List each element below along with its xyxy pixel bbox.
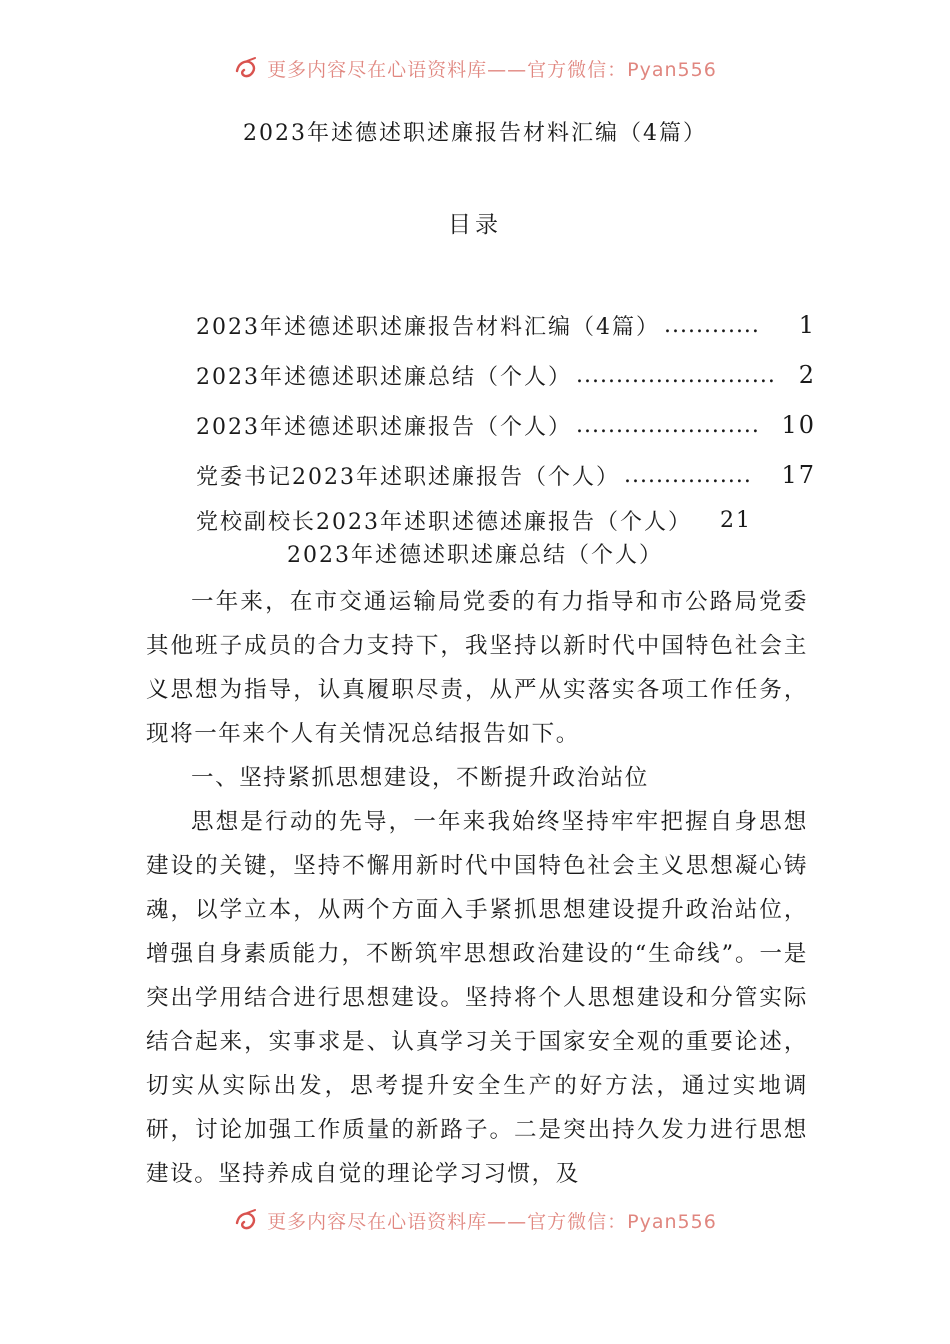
toc-page-number: 21 xyxy=(720,507,752,533)
toc-leader-dots: ............ xyxy=(664,312,760,338)
toc-item-4[interactable] xyxy=(196,450,816,500)
toc-item-5[interactable] xyxy=(196,500,816,540)
toc-item-title: 2023年述德述职述廉报告（个人） xyxy=(196,414,572,440)
toc-item-title: 党委书记2023年述职述廉报告（个人） xyxy=(196,464,620,490)
watermark-text: 更多内容尽在心语资料库——官方微信：Pyan556 xyxy=(267,1210,717,1233)
watermark-header xyxy=(0,48,950,88)
toc-item-title: 2023年述德述职述廉报告材料汇编（4篇） xyxy=(196,314,660,340)
toc-leader-dots: ....................... xyxy=(576,412,760,438)
watermark-logo-icon xyxy=(233,1207,259,1233)
toc-leader-dots: ................ xyxy=(624,462,752,488)
toc-leader-dots: ......................... xyxy=(576,362,776,388)
watermark-text: 更多内容尽在心语资料库——官方微信：Pyan556 xyxy=(267,58,717,81)
paragraph-heading-1: 一、坚持紧抓思想建设，不断提升政治站位 xyxy=(191,765,649,791)
watermark-footer xyxy=(0,1200,950,1240)
toc-item-2[interactable] xyxy=(196,350,816,400)
toc-page-number: 1 xyxy=(798,311,816,339)
paragraph-body-1: 思想是行动的先导，一年来我始终坚持牢牢把握自身思想建设的关键，坚持不懈用新时代中国特色社会主义思想凝心铸魂，以学立本，从两个方面入手紧抓思想建设提升政治站位，增强自身素质能力，不断筑牢思想政治建设的“生命线”。一是突出学用结合进行思想建设。坚持将个人思想建设和分管实际结合起来，实事求是、认真学习关于国家安全观的重要论述，切实从实际出发，思考提升安全生产的好方法，通过实地调研，讨论加强工作质量的新路子。二是突出持久发力进行思想建设。坚持养成自觉的理论学习习惯，及 xyxy=(146,809,808,1187)
document-title: 2023年述德述职述廉报告材料汇编（4篇） xyxy=(243,121,707,146)
toc-item-title: 2023年述德述职述廉总结（个人） xyxy=(196,364,572,390)
toc-page-number: 10 xyxy=(781,411,816,439)
toc-page-number: 2 xyxy=(798,361,816,389)
toc-page-number: 17 xyxy=(781,461,816,489)
toc-item-3[interactable] xyxy=(196,400,816,450)
toc-item-title: 党校副校长2023年述职述德述廉报告（个人） xyxy=(196,509,692,535)
paragraph-intro: 一年来，在市交通运输局党委的有力指导和市公路局党委其他班子成员的合力支持下，我坚持以新时代中国特色社会主义思想为指导，认真履职尽责，从严从实落实各项工作任务，现将一年来个人有关情况总结报告如下。 xyxy=(146,589,808,747)
toc-heading: 目录 xyxy=(448,212,502,238)
section-title: 2023年述德述职述廉总结（个人） xyxy=(287,543,663,568)
toc-item-1[interactable] xyxy=(196,300,816,350)
watermark-logo-icon xyxy=(233,55,259,81)
body-text xyxy=(146,580,808,1196)
table-of-contents xyxy=(196,300,816,540)
